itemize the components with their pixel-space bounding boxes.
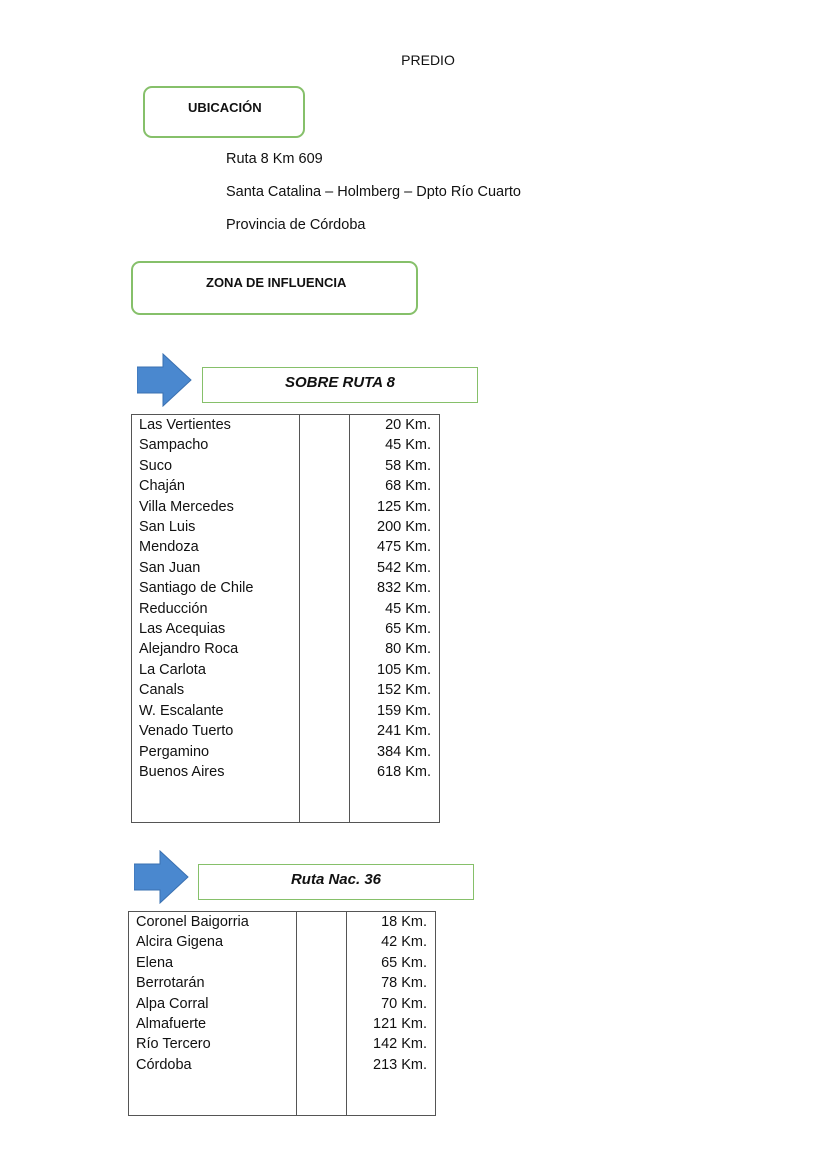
place-name: Santiago de Chile [132,578,300,598]
table-row [129,973,436,993]
distance-value: 159 Km. [377,702,431,719]
place-name: Alpa Corral [129,994,297,1014]
empty-cell [300,517,350,537]
empty-cell [300,721,350,741]
empty-cell [300,782,350,822]
distance-value: 42 Km. [381,934,427,951]
empty-cell [300,497,350,517]
empty-cell [300,456,350,476]
empty-cell [347,1075,436,1115]
table-row [129,1014,436,1034]
table-row [132,639,440,659]
distance-value: 105 Km. [377,661,431,678]
route-36-title-box [198,864,474,900]
table-row [132,415,440,436]
route-36-title: Ruta Nac. 36 [290,871,382,888]
empty-cell [300,742,350,762]
table-row [129,1034,436,1054]
place-name: W. Escalante [132,701,300,721]
table-row [132,599,440,619]
zona-influencia-label: ZONA DE INFLUENCIA [206,275,347,290]
table-row [129,932,436,952]
distance-value: 20 Km. [385,417,431,433]
distance-value: 832 Km. [377,580,431,597]
table-row [129,953,436,973]
place-name: Mendoza [132,537,300,557]
table-row [129,994,436,1014]
place-name: Reducción [132,599,300,619]
address-line-1: Ruta 8 Km 609 [226,151,323,167]
place-name: Pergamino [132,742,300,762]
place-name: Alejandro Roca [132,639,300,659]
place-name: San Luis [132,517,300,537]
place-name: Canals [132,680,300,700]
distance-value: 241 Km. [377,723,431,740]
ubicacion-box [143,86,305,138]
table-row [132,762,440,782]
distance-value: 45 Km. [385,600,431,617]
empty-cell [297,994,347,1014]
distance-value: 475 Km. [377,539,431,556]
table-row [132,660,440,680]
empty-cell [300,599,350,619]
place-name: Las Vertientes [132,415,300,436]
address-line-2: Santa Catalina – Holmberg – Dpto Río Cuarto [226,184,521,200]
page-title: PREDIO [401,52,455,68]
empty-cell [297,1075,347,1115]
zona-influencia-box [131,261,418,315]
distance-value: 213 Km. [373,1056,427,1073]
distance-value: 200 Km. [377,519,431,536]
table-row [132,619,440,639]
table-row [129,912,436,933]
distance-value: 65 Km. [381,954,427,971]
distance-value: 542 Km. [377,559,431,576]
table-row [132,558,440,578]
empty-cell [129,1075,297,1115]
empty-cell [297,932,347,952]
arrow-right-icon [137,353,193,407]
empty-cell [300,660,350,680]
place-name: Villa Mercedes [132,497,300,517]
empty-cell [297,1034,347,1054]
place-name: Buenos Aires [132,762,300,782]
distance-value: 68 Km. [385,478,431,495]
distance-value: 80 Km. [385,641,431,658]
empty-cell [297,912,347,933]
table-row [132,701,440,721]
place-name: Elena [129,953,297,973]
route-8-title-box [202,367,478,403]
place-name: Sampacho [132,435,300,455]
table-spacer-row [132,782,440,822]
empty-cell [297,1014,347,1034]
table-row [132,578,440,598]
table-row [132,680,440,700]
empty-cell [350,782,440,822]
empty-cell [300,558,350,578]
distance-value: 384 Km. [377,743,431,760]
place-name: Río Tercero [129,1034,297,1054]
table-row [132,497,440,517]
place-name: Venado Tuerto [132,721,300,741]
ubicacion-label: UBICACIÓN [188,100,262,115]
distance-value: 45 Km. [385,437,431,454]
place-name: Berrotarán [129,973,297,993]
table-row [132,537,440,557]
empty-cell [132,782,300,822]
empty-cell [300,619,350,639]
table-row [132,721,440,741]
table-row [132,456,440,476]
empty-cell [300,680,350,700]
table-row [132,517,440,537]
place-name: Córdoba [129,1055,297,1075]
distance-value: 58 Km. [385,457,431,474]
empty-cell [300,537,350,557]
empty-cell [300,435,350,455]
place-name: Suco [132,456,300,476]
empty-cell [300,578,350,598]
route-8-distance-table [131,414,440,823]
table-row [132,435,440,455]
place-name: Chaján [132,476,300,496]
empty-cell [297,973,347,993]
route-8-title: SOBRE RUTA 8 [284,374,395,391]
empty-cell [300,639,350,659]
place-name: Coronel Baigorria [129,912,297,933]
place-name: San Juan [132,558,300,578]
arrow-right-icon [134,850,190,904]
distance-value: 125 Km. [377,498,431,515]
distance-value: 65 Km. [385,621,431,638]
empty-cell [297,1055,347,1075]
place-name: Las Acequias [132,619,300,639]
place-name: Alcira Gigena [129,932,297,952]
table-row [132,742,440,762]
distance-value: 18 Km. [381,914,427,930]
distance-value: 78 Km. [381,975,427,992]
distance-value: 121 Km. [373,1016,427,1033]
distance-value: 142 Km. [373,1036,427,1053]
route-36-distance-table [128,911,436,1116]
empty-cell [300,415,350,436]
distance-value: 70 Km. [381,995,427,1012]
place-name: La Carlota [132,660,300,680]
empty-cell [300,476,350,496]
distance-value: 618 Km. [377,763,431,780]
address-line-3: Provincia de Córdoba [226,217,366,233]
empty-cell [300,762,350,782]
table-spacer-row [129,1075,436,1115]
table-row [129,1055,436,1075]
distance-value: 152 Km. [377,682,431,699]
empty-cell [300,701,350,721]
table-row [132,476,440,496]
empty-cell [297,953,347,973]
place-name: Almafuerte [129,1014,297,1034]
